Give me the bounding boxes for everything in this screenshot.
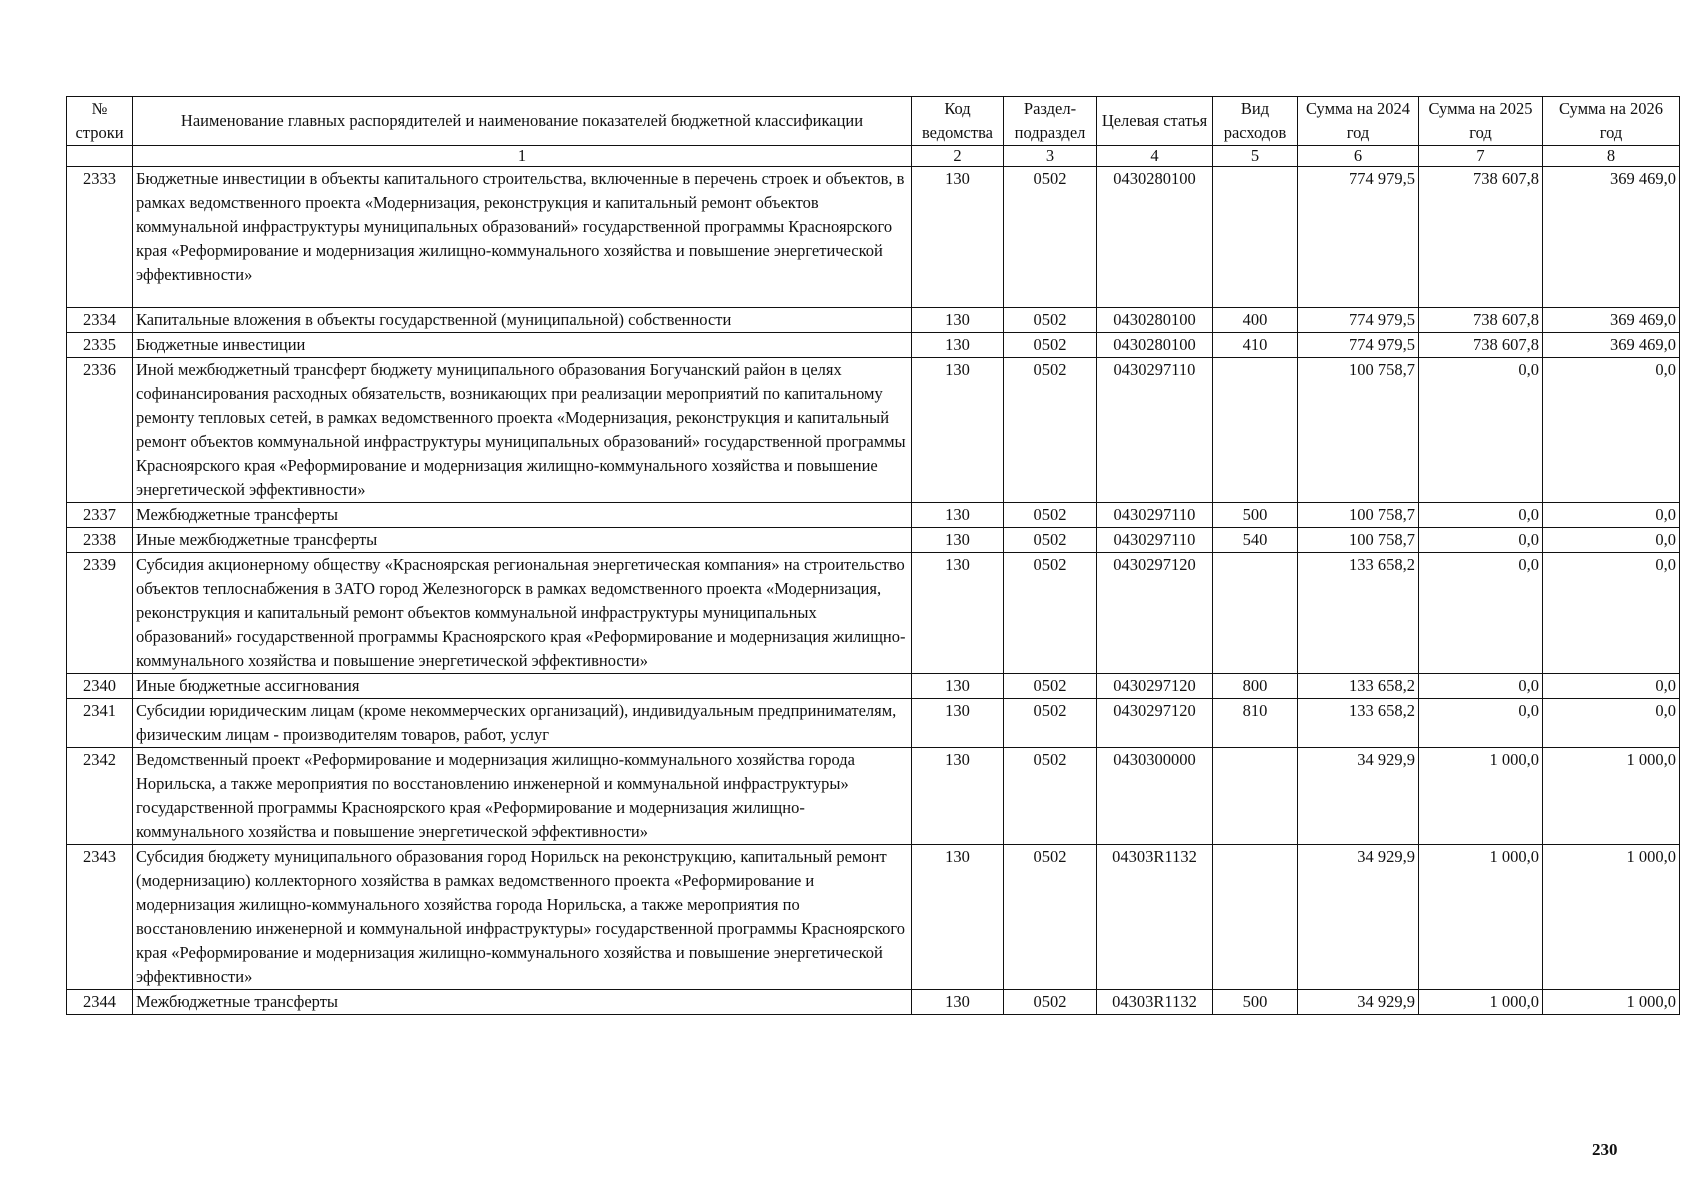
column-number: 8 <box>1543 146 1680 167</box>
target-article: 0430297110 <box>1097 503 1213 528</box>
expense-type <box>1213 748 1298 845</box>
header-expense-type: Вид расходов <box>1213 97 1298 146</box>
sum-2026: 0,0 <box>1543 358 1680 503</box>
target-article: 04303R1132 <box>1097 990 1213 1015</box>
sum-2025: 0,0 <box>1419 674 1543 699</box>
column-number: 7 <box>1419 146 1543 167</box>
expense-type <box>1213 358 1298 503</box>
department-code: 130 <box>912 333 1004 358</box>
sum-2024: 133 658,2 <box>1298 699 1419 748</box>
department-code: 130 <box>912 748 1004 845</box>
department-code: 130 <box>912 503 1004 528</box>
section-code: 0502 <box>1004 748 1097 845</box>
department-code: 130 <box>912 167 1004 308</box>
sum-2024: 133 658,2 <box>1298 553 1419 674</box>
sum-2025: 0,0 <box>1419 358 1543 503</box>
table-row <box>67 748 1680 845</box>
sum-2024: 774 979,5 <box>1298 167 1419 308</box>
row-name: Межбюджетные трансферты <box>133 990 912 1015</box>
header-row-number: № строки <box>67 97 133 146</box>
row-number: 2343 <box>67 845 133 990</box>
row-number: 2344 <box>67 990 133 1015</box>
target-article: 0430297120 <box>1097 699 1213 748</box>
column-number: 3 <box>1004 146 1097 167</box>
department-code: 130 <box>912 308 1004 333</box>
row-name: Бюджетные инвестиции в объекты капитального строительства, включенные в перечень строек и объектов, в рамках ведомственного проекта «Модернизация, реконструкция и капитальный ремонт объектов коммунальной инфраструктуры муниципальных образований» государственной программы Красноярского края «Реформирование и модернизация жилищно-коммунального хозяйства и повышение энергетической эффективности» <box>133 167 912 308</box>
section-code: 0502 <box>1004 699 1097 748</box>
sum-2024: 34 929,9 <box>1298 748 1419 845</box>
section-code: 0502 <box>1004 553 1097 674</box>
department-code: 130 <box>912 358 1004 503</box>
row-name: Иные бюджетные ассигнования <box>133 674 912 699</box>
sum-2026: 0,0 <box>1543 699 1680 748</box>
header-target-article: Целевая статья <box>1097 97 1213 146</box>
expense-type: 810 <box>1213 699 1298 748</box>
header-department-code: Код ведомства <box>912 97 1004 146</box>
row-name: Бюджетные инвестиции <box>133 333 912 358</box>
row-number: 2335 <box>67 333 133 358</box>
sum-2025: 738 607,8 <box>1419 308 1543 333</box>
row-name: Субсидии юридическим лицам (кроме некоммерческих организаций), индивидуальным предпринимателям, физическим лицам - производителям товаров, работ, услуг <box>133 699 912 748</box>
section-code: 0502 <box>1004 990 1097 1015</box>
table-row <box>67 333 1680 358</box>
sum-2025: 1 000,0 <box>1419 845 1543 990</box>
sum-2025: 738 607,8 <box>1419 167 1543 308</box>
section-code: 0502 <box>1004 333 1097 358</box>
table-row <box>67 845 1680 990</box>
column-number: 4 <box>1097 146 1213 167</box>
column-number: 2 <box>912 146 1004 167</box>
sum-2024: 100 758,7 <box>1298 528 1419 553</box>
expense-type: 500 <box>1213 503 1298 528</box>
column-number <box>67 146 133 167</box>
target-article: 0430280100 <box>1097 333 1213 358</box>
sum-2025: 738 607,8 <box>1419 333 1543 358</box>
sum-2024: 100 758,7 <box>1298 503 1419 528</box>
section-code: 0502 <box>1004 358 1097 503</box>
target-article: 0430297110 <box>1097 358 1213 503</box>
row-number: 2339 <box>67 553 133 674</box>
sum-2025: 0,0 <box>1419 528 1543 553</box>
sum-2025: 0,0 <box>1419 503 1543 528</box>
expense-type <box>1213 553 1298 674</box>
section-code: 0502 <box>1004 308 1097 333</box>
sum-2026: 1 000,0 <box>1543 990 1680 1015</box>
sum-2026: 369 469,0 <box>1543 308 1680 333</box>
sum-2024: 34 929,9 <box>1298 845 1419 990</box>
budget-table <box>66 96 1680 1015</box>
sum-2024: 133 658,2 <box>1298 674 1419 699</box>
sum-2024: 774 979,5 <box>1298 308 1419 333</box>
sum-2026: 1 000,0 <box>1543 748 1680 845</box>
department-code: 130 <box>912 553 1004 674</box>
expense-type: 410 <box>1213 333 1298 358</box>
department-code: 130 <box>912 528 1004 553</box>
row-number: 2334 <box>67 308 133 333</box>
table-row <box>67 699 1680 748</box>
section-code: 0502 <box>1004 167 1097 308</box>
row-name: Капитальные вложения в объекты государственной (муниципальной) собственности <box>133 308 912 333</box>
header-sum-2025: Сумма на 2025 год <box>1419 97 1543 146</box>
sum-2025: 0,0 <box>1419 553 1543 674</box>
target-article: 0430297120 <box>1097 674 1213 699</box>
row-number: 2338 <box>67 528 133 553</box>
sum-2024: 774 979,5 <box>1298 333 1419 358</box>
header-name: Наименование главных распорядителей и наименование показателей бюджетной классификации <box>133 97 912 146</box>
sum-2025: 1 000,0 <box>1419 748 1543 845</box>
table-row <box>67 553 1680 674</box>
department-code: 130 <box>912 845 1004 990</box>
department-code: 130 <box>912 990 1004 1015</box>
expense-type: 500 <box>1213 990 1298 1015</box>
table-row <box>67 358 1680 503</box>
header-sum-2026: Сумма на 2026 год <box>1543 97 1680 146</box>
section-code: 0502 <box>1004 845 1097 990</box>
row-number: 2340 <box>67 674 133 699</box>
sum-2026: 0,0 <box>1543 553 1680 674</box>
table-row <box>67 674 1680 699</box>
sum-2024: 34 929,9 <box>1298 990 1419 1015</box>
row-name: Межбюджетные трансферты <box>133 503 912 528</box>
expense-type <box>1213 167 1298 308</box>
table-row <box>67 167 1680 308</box>
row-name: Иной межбюджетный трансферт бюджету муниципального образования Богучанский район в целях софинансирования расходных обязательств, возникающих при реализации мероприятий по капитальному ремонту тепловых сетей, в рамках ведомственного проекта «Модернизация, реконструкция и капитальный ремонт объектов коммунальной инфраструктуры муниципальных образований» государственной программы Красноярского края «Реформирование и модернизация жилищно-коммунального хозяйства и повышение энергетической эффективности» <box>133 358 912 503</box>
target-article: 04303R1132 <box>1097 845 1213 990</box>
row-name: Иные межбюджетные трансферты <box>133 528 912 553</box>
target-article: 0430297120 <box>1097 553 1213 674</box>
row-number: 2336 <box>67 358 133 503</box>
sum-2026: 0,0 <box>1543 674 1680 699</box>
table-row <box>67 308 1680 333</box>
table-row <box>67 990 1680 1015</box>
expense-type: 400 <box>1213 308 1298 333</box>
sum-2025: 0,0 <box>1419 699 1543 748</box>
target-article: 0430297110 <box>1097 528 1213 553</box>
sum-2025: 1 000,0 <box>1419 990 1543 1015</box>
sum-2026: 0,0 <box>1543 528 1680 553</box>
header-sum-2024: Сумма на 2024 год <box>1298 97 1419 146</box>
target-article: 0430280100 <box>1097 167 1213 308</box>
page-number: 230 <box>1592 1140 1618 1159</box>
row-name: Субсидия бюджету муниципального образования город Норильск на реконструкцию, капитальный ремонт (модернизацию) коллекторного хозяйства в рамках ведомственного проекта «Реформирование и модернизация жилищно-коммунального хозяйства города Норильска, а также мероприятия по восстановлению инженерной и коммунальной инфраструктуры» государственной программы Красноярского края «Реформирование и модернизация жилищно-коммунального хозяйства и повышение энергетической эффективности» <box>133 845 912 990</box>
target-article: 0430280100 <box>1097 308 1213 333</box>
sum-2024: 100 758,7 <box>1298 358 1419 503</box>
table-row <box>67 503 1680 528</box>
expense-type <box>1213 845 1298 990</box>
row-name: Субсидия акционерному обществу «Красноярская региональная энергетическая компания» на строительство объектов теплоснабжения в ЗАТО город Железногорск в рамках ведомственного проекта «Модернизация, реконструкция и капитальный ремонт объектов коммунальной инфраструктуры муниципальных образований» государственной программы Красноярского края «Реформирование и модернизация жилищно-коммунального хозяйства и повышение энергетической эффективности» <box>133 553 912 674</box>
section-code: 0502 <box>1004 503 1097 528</box>
row-name: Ведомственный проект «Реформирование и модернизация жилищно-коммунального хозяйства города Норильска, а также мероприятия по восстановлению инженерной и коммунальной инфраструктуры» государственной программы Красноярского края «Реформирование и модернизация жилищно-коммунального хозяйства и повышение энергетической эффективности» <box>133 748 912 845</box>
column-number: 5 <box>1213 146 1298 167</box>
row-number: 2333 <box>67 167 133 308</box>
header-row <box>67 97 1680 146</box>
column-number-row <box>67 146 1680 167</box>
sum-2026: 1 000,0 <box>1543 845 1680 990</box>
column-number: 6 <box>1298 146 1419 167</box>
expense-type: 540 <box>1213 528 1298 553</box>
section-code: 0502 <box>1004 528 1097 553</box>
column-number: 1 <box>133 146 912 167</box>
target-article: 0430300000 <box>1097 748 1213 845</box>
department-code: 130 <box>912 674 1004 699</box>
sum-2026: 369 469,0 <box>1543 333 1680 358</box>
department-code: 130 <box>912 699 1004 748</box>
row-number: 2342 <box>67 748 133 845</box>
table-body <box>67 167 1680 1015</box>
sum-2026: 369 469,0 <box>1543 167 1680 308</box>
header-section: Раздел-подраздел <box>1004 97 1097 146</box>
sum-2026: 0,0 <box>1543 503 1680 528</box>
row-number: 2341 <box>67 699 133 748</box>
row-number: 2337 <box>67 503 133 528</box>
expense-type: 800 <box>1213 674 1298 699</box>
table-row <box>67 528 1680 553</box>
section-code: 0502 <box>1004 674 1097 699</box>
